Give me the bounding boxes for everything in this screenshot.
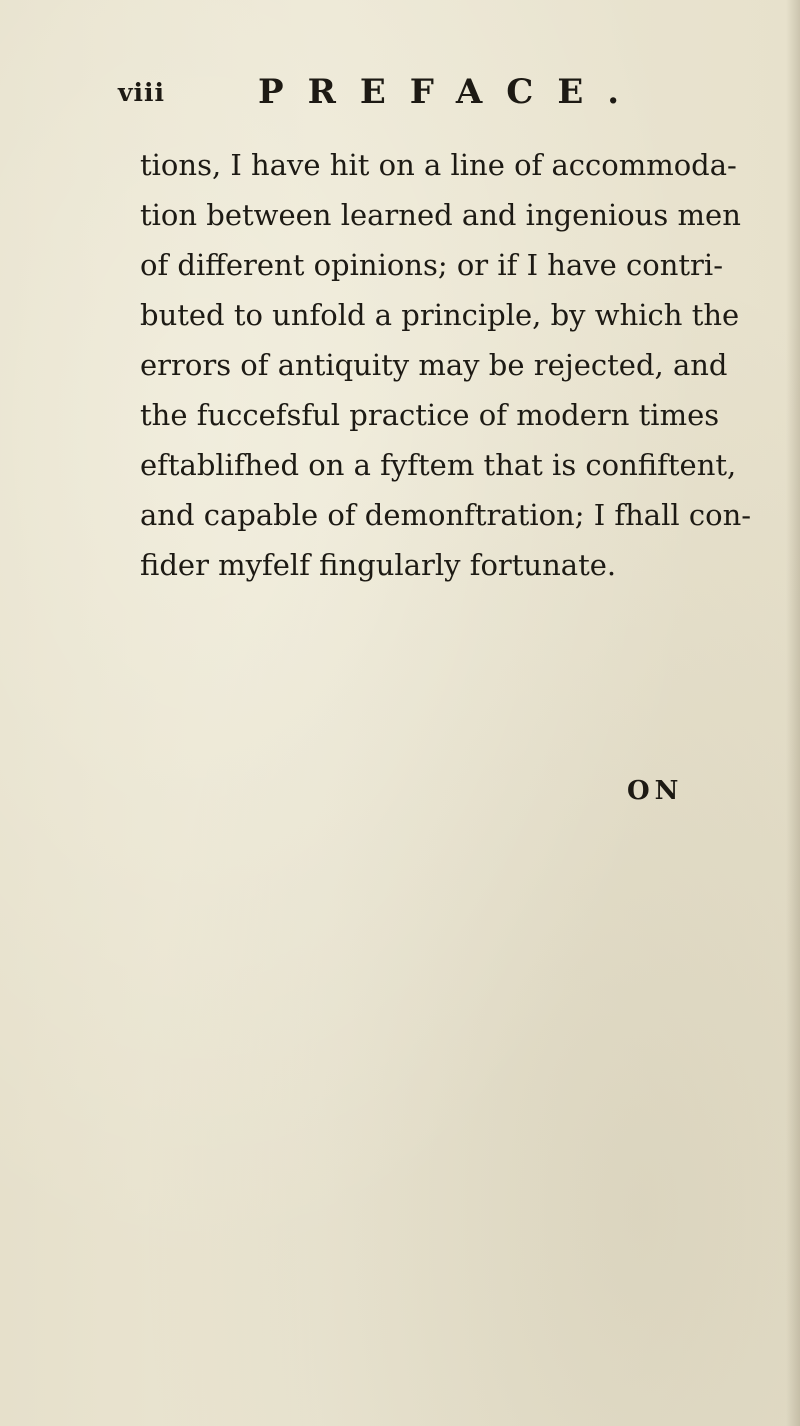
text-line: eftablifhed on a fyftem that is confiftent,: [140, 448, 737, 482]
page-number: viii: [118, 78, 166, 107]
body-text: [140, 140, 752, 590]
text-line: tions, I have hit on a line of accommoda-: [140, 148, 737, 182]
running-head: PREFACE.: [258, 72, 644, 112]
page-header: [118, 72, 678, 116]
text-line: tion between learned and ingenious men: [140, 198, 741, 232]
text-line: of different opinions; or if I have contri-: [140, 248, 723, 282]
text-line: and capable of demonftration; I fhall con-: [140, 498, 752, 532]
catchword: ON: [627, 776, 684, 806]
text-line: errors of antiquity may be rejected, and: [140, 348, 728, 382]
text-line: the fuccefsful practice of modern times: [140, 398, 720, 432]
text-line: buted to unfold a principle, by which the: [140, 298, 740, 332]
text-line: fider myfelf fingularly fortunate.: [140, 548, 617, 582]
